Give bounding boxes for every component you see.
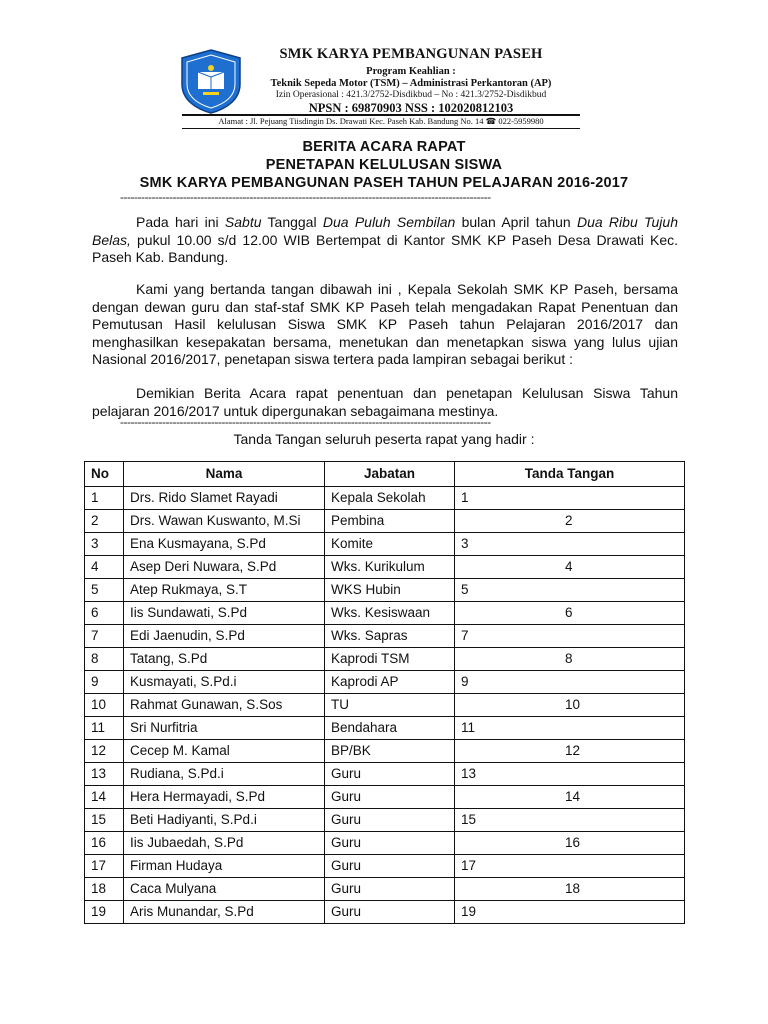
row-position: Pembina bbox=[325, 510, 455, 533]
row-number: 6 bbox=[85, 602, 124, 625]
row-signature: 8 bbox=[455, 648, 685, 671]
row-position: Wks. Kesiswaan bbox=[325, 602, 455, 625]
row-signature: 1 bbox=[455, 487, 685, 510]
col-no: No bbox=[85, 462, 124, 487]
row-signature: 19 bbox=[455, 901, 685, 924]
col-position: Jabatan bbox=[325, 462, 455, 487]
paragraph-body bbox=[92, 281, 678, 369]
row-number: 2 bbox=[85, 510, 124, 533]
row-signature: 2 bbox=[455, 510, 685, 533]
school-address: Alamat : Jl. Pejuang Tiisdingin Ds. Drawati Kec. Paseh Kab. Bandung No. 14 ☎ 022-5959980 bbox=[218, 116, 544, 126]
row-signature: 14 bbox=[455, 786, 685, 809]
row-number: 9 bbox=[85, 671, 124, 694]
school-name: SMK KARYA PEMBANGUNAN PASEH bbox=[279, 46, 543, 62]
title-line-2: PENETAPAN KELULUSAN SISWA bbox=[265, 157, 503, 173]
row-signature: 7 bbox=[455, 625, 685, 648]
row-name: Kusmayati, S.Pd.i bbox=[124, 671, 325, 694]
row-position: TU bbox=[325, 694, 455, 717]
table-row bbox=[85, 717, 685, 740]
row-number: 10 bbox=[85, 694, 124, 717]
row-position: Guru bbox=[325, 901, 455, 924]
school-logo bbox=[178, 48, 244, 114]
table-row bbox=[85, 878, 685, 901]
row-name: Firman Hudaya bbox=[124, 855, 325, 878]
table-row bbox=[85, 809, 685, 832]
row-signature: 11 bbox=[455, 717, 685, 740]
row-name: Ena Kusmayana, S.Pd bbox=[124, 533, 325, 556]
row-signature: 16 bbox=[455, 832, 685, 855]
row-name: Rudiana, S.Pd.i bbox=[124, 763, 325, 786]
row-number: 19 bbox=[85, 901, 124, 924]
row-name: Asep Deri Nuwara, S.Pd bbox=[124, 556, 325, 579]
row-number: 5 bbox=[85, 579, 124, 602]
table-row bbox=[85, 832, 685, 855]
row-number: 15 bbox=[85, 809, 124, 832]
row-name: Hera Hermayadi, S.Pd bbox=[124, 786, 325, 809]
row-name: Drs. Wawan Kuswanto, M.Si bbox=[124, 510, 325, 533]
row-position: Kepala Sekolah bbox=[325, 487, 455, 510]
row-number: 16 bbox=[85, 832, 124, 855]
row-position: Wks. Sapras bbox=[325, 625, 455, 648]
table-row bbox=[85, 763, 685, 786]
row-position: Guru bbox=[325, 878, 455, 901]
letterhead bbox=[246, 46, 576, 116]
table-row bbox=[85, 556, 685, 579]
operational-permit: Izin Operasional : 421.3/2752-Disdikbud – No : 421.3/2752-Disdikbud bbox=[275, 90, 547, 100]
table-row bbox=[85, 533, 685, 556]
row-number: 8 bbox=[85, 648, 124, 671]
row-name: Rahmat Gunawan, S.Sos bbox=[124, 694, 325, 717]
row-position: Wks. Kurikulum bbox=[325, 556, 455, 579]
row-signature: 6 bbox=[455, 602, 685, 625]
row-number: 11 bbox=[85, 717, 124, 740]
row-position: Kaprodi AP bbox=[325, 671, 455, 694]
row-number: 7 bbox=[85, 625, 124, 648]
program-list: Teknik Sepeda Motor (TSM) – Administrasi Perkantoran (AP) bbox=[270, 78, 552, 89]
divider-bottom: ---------------------------------------------------------------------------------------------------------- bbox=[120, 415, 491, 429]
row-signature: 13 bbox=[455, 763, 685, 786]
paragraph-opening bbox=[92, 214, 678, 267]
row-position: Guru bbox=[325, 855, 455, 878]
row-number: 12 bbox=[85, 740, 124, 763]
npsn-nss: NPSN : 69870903 NSS : 102020812103 bbox=[308, 101, 514, 115]
row-name: Iis Jubaedah, S.Pd bbox=[124, 832, 325, 855]
row-signature: 9 bbox=[455, 671, 685, 694]
p1-text-d: pukul 10.00 s/d 12.00 WIB Bertempat di Kantor SMK KP Paseh Desa Drawati Kec. Paseh Kab. Bandung. bbox=[92, 231, 678, 265]
row-number: 13 bbox=[85, 763, 124, 786]
row-name: Edi Jaenudin, S.Pd bbox=[124, 625, 325, 648]
p3-text: Demikian Berita Acara rapat penentuan dan penetapan Kelulusan Siswa Tahun pelajaran 2016/2017 untuk dipergunakan sebagaimana mestinya. bbox=[92, 385, 678, 419]
p1-text-c: bulan April tahun bbox=[455, 214, 577, 230]
row-position: Guru bbox=[325, 809, 455, 832]
table-row bbox=[85, 901, 685, 924]
table-row bbox=[85, 648, 685, 671]
row-name: Iis Sundawati, S.Pd bbox=[124, 602, 325, 625]
row-name: Aris Munandar, S.Pd bbox=[124, 901, 325, 924]
table-row bbox=[85, 740, 685, 763]
p1-day: Sabtu bbox=[224, 214, 262, 230]
row-position: Guru bbox=[325, 786, 455, 809]
row-signature: 10 bbox=[455, 694, 685, 717]
title-line-1: BERITA ACARA RAPAT bbox=[302, 139, 466, 155]
table-row bbox=[85, 786, 685, 809]
row-position: Guru bbox=[325, 832, 455, 855]
row-name: Caca Mulyana bbox=[124, 878, 325, 901]
letterhead-rule-bottom bbox=[182, 128, 580, 129]
table-row bbox=[85, 694, 685, 717]
row-number: 1 bbox=[85, 487, 124, 510]
row-signature: 3 bbox=[455, 533, 685, 556]
table-row bbox=[85, 855, 685, 878]
row-number: 3 bbox=[85, 533, 124, 556]
attendance-table bbox=[84, 461, 685, 924]
table-row bbox=[85, 625, 685, 648]
row-name: Atep Rukmaya, S.T bbox=[124, 579, 325, 602]
table-row bbox=[85, 579, 685, 602]
row-position: BP/BK bbox=[325, 740, 455, 763]
row-name: Cecep M. Kamal bbox=[124, 740, 325, 763]
row-name: Drs. Rido Slamet Rayadi bbox=[124, 487, 325, 510]
p1-text-a: Pada hari ini bbox=[136, 214, 225, 230]
row-number: 14 bbox=[85, 786, 124, 809]
title-line-3: SMK KARYA PEMBANGUNAN PASEH TAHUN PELAJARAN 2016-2017 bbox=[139, 175, 629, 191]
p1-text-b: Tanggal bbox=[261, 214, 323, 230]
row-signature: 15 bbox=[455, 809, 685, 832]
row-position: Kaprodi TSM bbox=[325, 648, 455, 671]
table-row bbox=[85, 487, 685, 510]
row-signature: 12 bbox=[455, 740, 685, 763]
row-signature: 5 bbox=[455, 579, 685, 602]
table-header-row bbox=[85, 462, 685, 487]
divider-top: ---------------------------------------------------------------------------------------------------------- bbox=[120, 190, 491, 204]
row-number: 17 bbox=[85, 855, 124, 878]
col-name: Nama bbox=[124, 462, 325, 487]
row-position: WKS Hubin bbox=[325, 579, 455, 602]
row-number: 18 bbox=[85, 878, 124, 901]
row-position: Komite bbox=[325, 533, 455, 556]
row-name: Beti Hadiyanti, S.Pd.i bbox=[124, 809, 325, 832]
attendance-rows bbox=[85, 487, 685, 924]
col-signature: Tanda Tangan bbox=[455, 462, 685, 487]
row-name: Sri Nurfitria bbox=[124, 717, 325, 740]
document-titles bbox=[84, 138, 684, 192]
table-row bbox=[85, 671, 685, 694]
row-signature: 18 bbox=[455, 878, 685, 901]
row-signature: 17 bbox=[455, 855, 685, 878]
row-signature: 4 bbox=[455, 556, 685, 579]
table-row bbox=[85, 510, 685, 533]
row-position: Bendahara bbox=[325, 717, 455, 740]
p1-date: Dua Puluh Sembilan bbox=[322, 214, 456, 230]
table-row bbox=[85, 602, 685, 625]
signature-heading: Tanda Tangan seluruh peserta rapat yang hadir : bbox=[233, 431, 535, 447]
p1-year: Dua Ribu Tujuh Belas, bbox=[92, 214, 678, 248]
row-position: Guru bbox=[325, 763, 455, 786]
p2-text: Kami yang bertanda tangan dibawah ini , Kepala Sekolah SMK KP Paseh, bersama dengan dewan guru dan staf-staf SMK KP Paseh telah mengadakan Rapat Penentuan dan Pemutusan Hasil kelulusan Siswa SMK KP Paseh tahun Pelajaran 2016/2017 dan menghasilkan kesepakatan bersama, menetukan dan menetapkan siswa yang lulus ujian Nasional 2016/2017, penetapan siswa tertera pada lampiran sebagai berikut : bbox=[92, 281, 678, 367]
row-name: Tatang, S.Pd bbox=[124, 648, 325, 671]
program-title: Program Keahlian : bbox=[366, 66, 456, 77]
row-number: 4 bbox=[85, 556, 124, 579]
